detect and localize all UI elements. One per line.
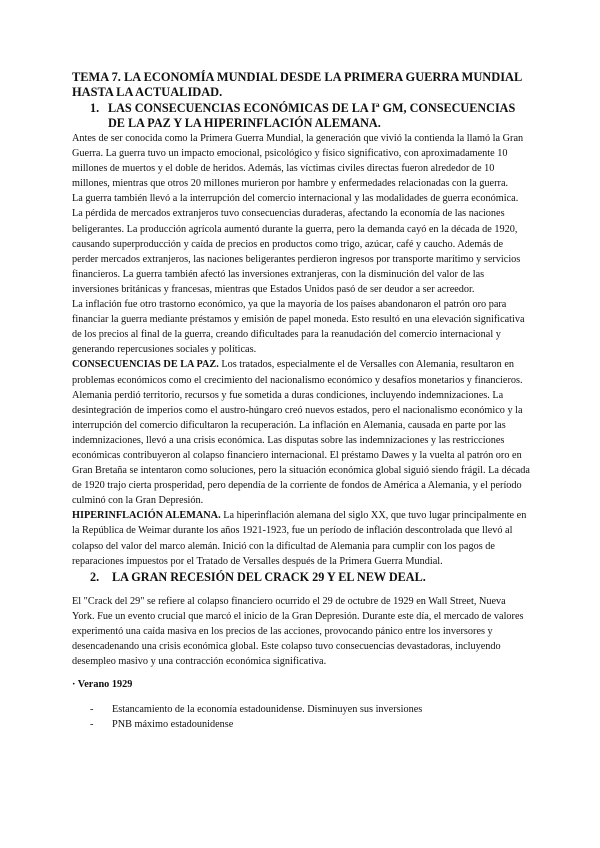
section-2-number: 2. [90,569,100,584]
paragraph-crack-29: El "Crack del 29" se refiere al colapso financiero ocurrido el 29 de octubre de 1929 en Wall Street, Nueva York. Fue un evento crucial que marcó el inicio de la Gran Depresión. Durante este día, el mercado de valores experimentó una caída masiva en los precios de las acciones, provocando pánico entre los inversores y desencadenando una crisis económica global. Este colapso tuvo consecuencias devastadoras, incluyendo desempleo masivo y una contracción económica significativa. [72,595,524,668]
list-item-text: Estancamiento de la economía estadounidense. Disminuyen sus inversiones [112,704,423,716]
paragraph-hiperinflacion [72,508,530,568]
paragraph-consecuencias-paz [72,357,530,508]
document-page [72,70,530,732]
section-2-title: LA GRAN RECESIÓN DEL CRACK 29 Y EL NEW DEAL. [112,569,426,584]
bullet-dash: - [90,704,94,716]
list-item [72,717,530,732]
paragraph-inflacion: La inflación fue otro trastorno económico, ya que la mayoría de los países abandonaron el patrón oro para financiar la guerra mediante préstamos y emisión de papel moneda. Esto resultó en una elevación significativa de los precios al final de la guerra, creando dificultades para la reanudación del comercio internacional y generando repercusiones sociales y políticas. [72,299,525,356]
hiperinflacion-text: La hiperinflación alemana del siglo XX, que tuvo lugar principalmente en la República de Weimar durante los años 1921-1923, fue un período de inflación descontrolada que llevó al colapso del valor del marco alemán. Inició con la dificultad de Alemania para cumplir con los pagos de reparaciones impuestos por el Tratado de Versalles después de la Primera Guerra Mundial. [72,510,527,567]
section-1-title: LAS CONSECUENCIAS ECONÓMICAS DE LA Iª GM, CONSECUENCIAS DE LA PAZ Y LA HIPERINFLACIÓN ALEMANA. [108,101,516,130]
bullet-list [72,702,530,732]
list-item-text: PNB máximo estadounidense [112,719,234,731]
document-title: TEMA 7. LA ECONOMÍA MUNDIAL DESDE LA PRIMERA GUERRA MUNDIAL HASTA LA ACTUALIDAD. [72,70,522,99]
bullet-dash: - [90,719,94,731]
hiperinflacion-lead: HIPERINFLACIÓN ALEMANA. [72,510,221,522]
section-2-heading [72,570,530,585]
consecuencias-paz-lead: CONSECUENCIAS DE LA PAZ. [72,359,219,371]
list-item [72,702,530,717]
section-1-heading [72,101,530,131]
paragraph-comercio: La guerra también llevó a la interrupción del comercio internacional y las modalidades de guerra económica. La pérdida de mercados extranjeros tuvo consecuencias duraderas, afectando la economía de las naciones beligerantes. La producción agrícola aumentó durante la guerra, pero la demanda cayó en la década de 1920, causando superproducción y caída de precios en productos como trigo, azúcar, café y caucho. Además de perder mercados extranjeros, las naciones beligerantes perdieron ingresos por transporte marítimo y servicios financieros. La guerra también afectó las inversiones extranjeras, con la disminución del valor de las inversiones británicas y francesas, mientras que Estados Unidos pasó de ser deudor a ser acreedor. [72,193,521,295]
section-1-number: 1. [90,101,100,115]
paragraph-gran-guerra: Antes de ser conocida como la Primera Guerra Mundial, la generación que vivió la contienda la llamó la Gran Guerra. La guerra tuvo un impacto emocional, psicológico y físico significativo, con aproximadamente 10 millones de muertos y el doble de heridos. Además, las víctimas civiles directas fueron alrededor de 10 millones, mientras que otros 20 millones murieron por hambre y enfermedades relacionadas con la guerra. [72,133,524,190]
subheading-verano-1929: · Verano 1929 [72,679,133,691]
consecuencias-paz-text: Los tratados, especialmente el de Versalles con Alemania, resultaron en problemas económicos como el crecimiento del nacionalismo económico y desafíos monetarios y financieros. Alemania perdió territorio, recursos y fue sometida a duras condiciones, incluyendo indemnizaciones. La desintegración de imperios como el austro-húngaro creó nuevos estados, pero el nacionalismo económico y la interrupción del comercio dificultaron la recuperación. La inflación en Alemania, causada en parte por las indemnizaciones, llevó a una crisis económica. Las disputas sobre las indemnizaciones y las restricciones económicas contribuyeron al colapso financiero internacional. El préstamo Dawes y la vuelta al patrón oro en Gran Bretaña se intentaron como soluciones, pero la situación económica global siguió siendo frágil. La década de 1920 trajo cierta prosperidad, pero dependía de la corriente de fondos de América a Alemania, y el período culminó con la Gran Depresión. [72,359,530,507]
